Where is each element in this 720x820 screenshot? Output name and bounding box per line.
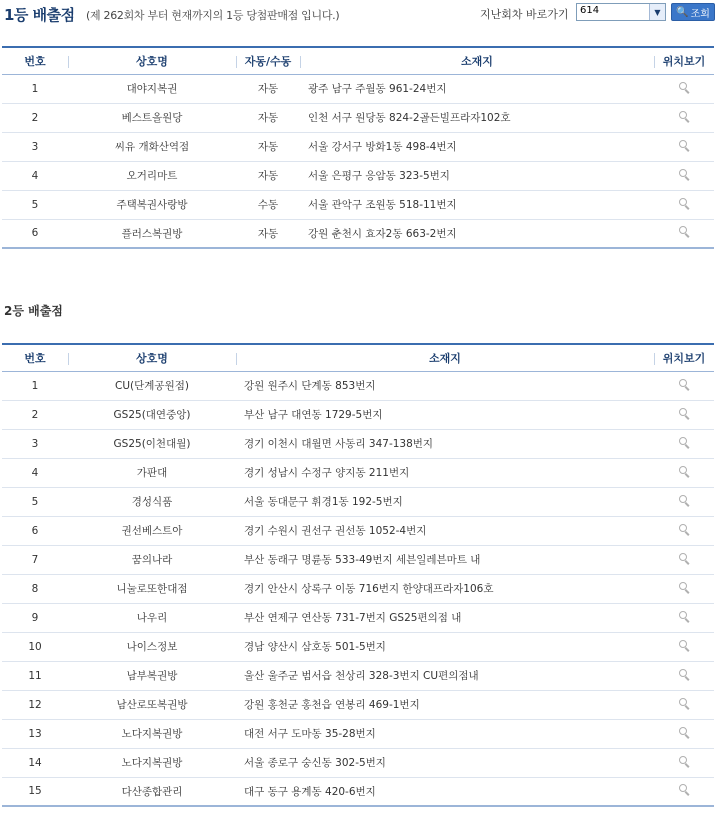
cell-addr: 서울 종로구 숭신동 302-5번지 — [236, 748, 654, 777]
cell-no: 2 — [2, 103, 68, 132]
past-round-label: 지난회차 바로가기 — [480, 8, 569, 21]
cell-no: 6 — [2, 516, 68, 545]
magnifier-icon[interactable] — [678, 197, 691, 210]
magnifier-icon[interactable] — [678, 668, 691, 681]
table-row — [2, 777, 714, 806]
cell-no: 3 — [2, 132, 68, 161]
table-row — [2, 748, 714, 777]
cell-addr: 울산 울주군 범서읍 천상리 328-3번지 CU편의점내 — [236, 661, 654, 690]
cell-name: 나이스정보 — [68, 632, 236, 661]
magnifier-icon[interactable] — [678, 81, 691, 94]
chevron-down-icon[interactable]: ▼ — [649, 4, 665, 20]
cell-no: 11 — [2, 661, 68, 690]
first-prize-title: 1등 배출점 — [4, 6, 75, 24]
cell-addr: 경기 수원시 권선구 권선동 1052-4번지 — [236, 516, 654, 545]
cell-name: 가판대 — [68, 458, 236, 487]
cell-no: 4 — [2, 458, 68, 487]
magnifier-icon[interactable] — [678, 639, 691, 652]
column-header: 소재지 — [300, 47, 654, 74]
cell-no: 9 — [2, 603, 68, 632]
cell-name: CU(단계공원점) — [68, 371, 236, 400]
cell-location — [654, 574, 714, 603]
cell-name: 노다지복권방 — [68, 719, 236, 748]
cell-type: 자동 — [236, 161, 300, 190]
cell-addr: 서울 은평구 응암동 323-5번지 — [300, 161, 654, 190]
cell-location — [654, 487, 714, 516]
cell-name: 니눌로또한대점 — [68, 574, 236, 603]
search-button[interactable] — [671, 3, 715, 21]
search-icon: 🔍 — [676, 6, 689, 18]
cell-location — [654, 371, 714, 400]
cell-name: GS25(대연중앙) — [68, 400, 236, 429]
cell-addr: 인천 서구 원당동 824-2골든빌프라자102호 — [300, 103, 654, 132]
column-header: 자동/수동 — [236, 47, 300, 74]
cell-addr: 광주 남구 주월동 961-24번지 — [300, 74, 654, 103]
table-row — [2, 161, 714, 190]
cell-no: 4 — [2, 161, 68, 190]
cell-addr: 강원 원주시 단계동 853번지 — [236, 371, 654, 400]
cell-addr: 강원 춘천시 효자2동 663-2번지 — [300, 219, 654, 248]
cell-location — [654, 545, 714, 574]
column-header: 소재지 — [236, 344, 654, 371]
cell-no: 5 — [2, 487, 68, 516]
magnifier-icon[interactable] — [678, 783, 691, 796]
cell-addr: 서울 동대문구 휘경1동 192-5번지 — [236, 487, 654, 516]
cell-location — [654, 219, 714, 248]
round-select-value: 614 — [580, 5, 600, 16]
column-header: 번호 — [2, 47, 68, 74]
table-row — [2, 219, 714, 248]
cell-name: 권선베스트아 — [68, 516, 236, 545]
magnifier-icon[interactable] — [678, 139, 691, 152]
cell-location — [654, 719, 714, 748]
table-row — [2, 516, 714, 545]
cell-no: 3 — [2, 429, 68, 458]
table-row — [2, 400, 714, 429]
cell-no: 14 — [2, 748, 68, 777]
cell-name: 씨유 개화산역점 — [68, 132, 236, 161]
cell-name: 나우리 — [68, 603, 236, 632]
cell-location — [654, 632, 714, 661]
magnifier-icon[interactable] — [678, 552, 691, 565]
table-row — [2, 429, 714, 458]
cell-location — [654, 458, 714, 487]
table-row — [2, 132, 714, 161]
second-prize-table — [2, 343, 714, 807]
cell-addr: 강원 홍천군 홍천읍 연봉리 469-1번지 — [236, 690, 654, 719]
cell-addr: 경기 안산시 상록구 이동 716번지 한양대프라자106호 — [236, 574, 654, 603]
table-row — [2, 371, 714, 400]
cell-addr: 서울 강서구 방화1동 498-4번지 — [300, 132, 654, 161]
top-bar — [0, 0, 720, 30]
cell-name: 다산종합관리 — [68, 777, 236, 806]
cell-no: 7 — [2, 545, 68, 574]
table-row — [2, 719, 714, 748]
table-row — [2, 458, 714, 487]
cell-location — [654, 400, 714, 429]
magnifier-icon[interactable] — [678, 726, 691, 739]
magnifier-icon[interactable] — [678, 110, 691, 123]
table-row — [2, 74, 714, 103]
cell-name: 베스트올원당 — [68, 103, 236, 132]
cell-name: 플러스복권방 — [68, 219, 236, 248]
cell-addr: 대전 서구 도마동 35-28번지 — [236, 719, 654, 748]
cell-type: 자동 — [236, 219, 300, 248]
magnifier-icon[interactable] — [678, 697, 691, 710]
first-prize-note: (제 262회차 부터 현재까지의 1등 당첨판매점 입니다.) — [86, 9, 340, 22]
cell-no: 10 — [2, 632, 68, 661]
cell-no: 6 — [2, 219, 68, 248]
cell-location — [654, 132, 714, 161]
magnifier-icon[interactable] — [678, 465, 691, 478]
magnifier-icon[interactable] — [678, 610, 691, 623]
cell-type: 자동 — [236, 74, 300, 103]
table-row — [2, 487, 714, 516]
table-row — [2, 603, 714, 632]
cell-name: 남산로또복권방 — [68, 690, 236, 719]
table-row — [2, 632, 714, 661]
table-row — [2, 661, 714, 690]
cell-location — [654, 603, 714, 632]
magnifier-icon[interactable] — [678, 168, 691, 181]
table-row — [2, 574, 714, 603]
magnifier-icon[interactable] — [678, 523, 691, 536]
cell-no: 13 — [2, 719, 68, 748]
magnifier-icon[interactable] — [678, 407, 691, 420]
cell-location — [654, 74, 714, 103]
magnifier-icon[interactable] — [678, 581, 691, 594]
cell-location — [654, 777, 714, 806]
cell-no: 5 — [2, 190, 68, 219]
cell-name: 남부복권방 — [68, 661, 236, 690]
cell-addr: 부산 연제구 연산동 731-7번지 GS25편의점 내 — [236, 603, 654, 632]
second-prize-title: 2등 배출점 — [4, 304, 63, 318]
cell-name: 대야지복권 — [68, 74, 236, 103]
cell-no: 8 — [2, 574, 68, 603]
first-prize-table — [2, 46, 714, 249]
cell-addr: 부산 남구 대연동 1729-5번지 — [236, 400, 654, 429]
cell-addr: 대구 동구 용계동 420-6번지 — [236, 777, 654, 806]
cell-location — [654, 516, 714, 545]
cell-addr: 경남 양산시 삼호동 501-5번지 — [236, 632, 654, 661]
table-row — [2, 545, 714, 574]
cell-name: 오거리마트 — [68, 161, 236, 190]
cell-type: 수동 — [236, 190, 300, 219]
cell-location — [654, 103, 714, 132]
cell-name: 꿈의나라 — [68, 545, 236, 574]
cell-name: 주택복권사랑방 — [68, 190, 236, 219]
cell-location — [654, 429, 714, 458]
table-row — [2, 690, 714, 719]
cell-location — [654, 190, 714, 219]
magnifier-icon[interactable] — [678, 225, 691, 238]
cell-no: 12 — [2, 690, 68, 719]
magnifier-icon[interactable] — [678, 755, 691, 768]
round-select[interactable] — [576, 3, 666, 21]
magnifier-icon[interactable] — [678, 378, 691, 391]
cell-name: GS25(이천대월) — [68, 429, 236, 458]
column-header: 상호명 — [68, 47, 236, 74]
column-header: 위치보기 — [654, 47, 714, 74]
column-header: 번호 — [2, 344, 68, 371]
cell-no: 1 — [2, 371, 68, 400]
magnifier-icon[interactable] — [678, 436, 691, 449]
cell-addr: 경기 성남시 수정구 양지동 211번지 — [236, 458, 654, 487]
cell-name: 노다지복권방 — [68, 748, 236, 777]
table-row — [2, 103, 714, 132]
cell-no: 1 — [2, 74, 68, 103]
cell-addr: 부산 동래구 명륜동 533-49번지 세븐일레븐마트 내 — [236, 545, 654, 574]
cell-location — [654, 748, 714, 777]
column-header: 상호명 — [68, 344, 236, 371]
cell-addr: 경기 이천시 대월면 사동리 347-138번지 — [236, 429, 654, 458]
cell-no: 2 — [2, 400, 68, 429]
search-button-label: 조회 — [690, 8, 710, 20]
cell-addr: 서울 관악구 조원동 518-11번지 — [300, 190, 654, 219]
magnifier-icon[interactable] — [678, 494, 691, 507]
table-row — [2, 190, 714, 219]
column-header: 위치보기 — [654, 344, 714, 371]
cell-name: 경성식품 — [68, 487, 236, 516]
cell-no: 15 — [2, 777, 68, 806]
cell-location — [654, 661, 714, 690]
cell-type: 자동 — [236, 103, 300, 132]
cell-type: 자동 — [236, 132, 300, 161]
cell-location — [654, 690, 714, 719]
cell-location — [654, 161, 714, 190]
